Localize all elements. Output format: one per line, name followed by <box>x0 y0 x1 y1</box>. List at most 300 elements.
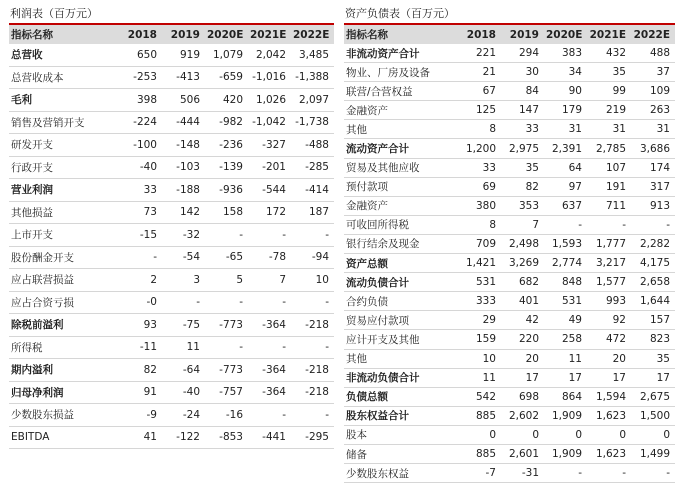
table-cell: 383 <box>544 44 587 63</box>
column-header: 2020E <box>207 28 244 41</box>
table-cell: -364 <box>248 359 291 382</box>
table-row <box>9 156 334 179</box>
income-table-body <box>9 44 334 449</box>
table-cell: -413 <box>162 66 205 89</box>
table-cell: -24 <box>162 404 205 427</box>
table-cell: 637 <box>544 196 587 215</box>
table-cell: -103 <box>162 156 205 179</box>
table-cell: 682 <box>501 273 544 292</box>
table-cell: 17 <box>587 368 631 387</box>
table-cell: 1,577 <box>587 273 631 292</box>
table-cell: -936 <box>205 179 248 202</box>
table-cell: -100 <box>119 134 162 157</box>
table-cell: 2,602 <box>501 406 544 425</box>
balance-table-body <box>344 44 675 483</box>
table-cell: 11 <box>162 336 205 359</box>
table-cell: - <box>291 291 334 314</box>
table-cell: -364 <box>248 381 291 404</box>
row-label: 营业利润 <box>9 179 119 202</box>
table-cell: 2,601 <box>501 444 544 463</box>
table-cell: -16 <box>205 404 248 427</box>
table-row <box>9 426 334 449</box>
row-label: EBITDA <box>9 426 119 449</box>
table-cell: - <box>205 224 248 247</box>
table-row <box>9 66 334 89</box>
table-cell: 709 <box>458 234 501 253</box>
table-cell: 37 <box>631 63 675 82</box>
table-row <box>9 359 334 382</box>
table-row <box>9 111 334 134</box>
table-cell: 1,623 <box>587 406 631 425</box>
table-cell: -188 <box>162 179 205 202</box>
column-header: 2021E <box>250 28 287 41</box>
table-cell: -1,388 <box>291 66 334 89</box>
table-cell: 20 <box>501 349 544 368</box>
table-cell: - <box>631 215 675 234</box>
row-label: 资产总额 <box>344 254 458 273</box>
table-row <box>9 381 334 404</box>
table-cell: 172 <box>248 201 291 224</box>
table-cell: 10 <box>458 349 501 368</box>
table-cell: -773 <box>205 314 248 337</box>
income-statement-panel <box>9 0 334 449</box>
table-cell: -54 <box>162 246 205 269</box>
table-row <box>344 82 675 101</box>
table-cell: -441 <box>248 426 291 449</box>
income-statement-title: 利润表（百万元） <box>10 7 98 20</box>
table-cell: 191 <box>587 177 631 196</box>
table-cell: 221 <box>458 44 501 63</box>
table-cell: 7 <box>501 215 544 234</box>
table-cell: 401 <box>501 292 544 311</box>
table-cell: 109 <box>631 82 675 101</box>
table-cell: 2,785 <box>587 139 631 158</box>
table-cell: 1,421 <box>458 254 501 273</box>
table-cell: -218 <box>291 381 334 404</box>
table-cell: -544 <box>248 179 291 202</box>
table-cell: 2,282 <box>631 234 675 253</box>
table-row <box>344 387 675 406</box>
table-row <box>9 269 334 292</box>
row-label: 金融资产 <box>344 196 458 215</box>
table-cell: -139 <box>205 156 248 179</box>
row-label: 其他 <box>344 120 458 139</box>
row-label: 负债总额 <box>344 387 458 406</box>
table-cell: -218 <box>291 314 334 337</box>
row-label: 总营收成本 <box>9 66 119 89</box>
table-cell: -488 <box>291 134 334 157</box>
table-cell: - <box>205 291 248 314</box>
table-row <box>9 404 334 427</box>
table-row <box>9 89 334 112</box>
table-cell: 317 <box>631 177 675 196</box>
row-label: 流动资产合计 <box>344 139 458 158</box>
column-header: 指标名称 <box>11 29 53 41</box>
table-cell: 34 <box>544 63 587 82</box>
table-cell: 2,975 <box>501 139 544 158</box>
table-row <box>344 444 675 463</box>
row-label: 联营/合营权益 <box>344 82 458 101</box>
table-cell: 1,909 <box>544 444 587 463</box>
row-label: 研发开支 <box>9 134 119 157</box>
table-cell: -201 <box>248 156 291 179</box>
table-cell: -1,738 <box>291 111 334 134</box>
table-cell: 91 <box>119 381 162 404</box>
row-label: 储备 <box>344 444 458 463</box>
row-label: 金融资产 <box>344 101 458 120</box>
table-cell: 31 <box>631 120 675 139</box>
table-cell: 993 <box>587 292 631 311</box>
table-cell: - <box>248 404 291 427</box>
table-cell: -78 <box>248 246 291 269</box>
table-cell: 488 <box>631 44 675 63</box>
column-header: 2022E <box>293 28 330 41</box>
table-cell: 33 <box>458 158 501 177</box>
table-cell: 31 <box>544 120 587 139</box>
row-label: 预付款项 <box>344 177 458 196</box>
table-cell: 420 <box>205 89 248 112</box>
row-label: 期内溢利 <box>9 359 119 382</box>
table-cell: 35 <box>501 158 544 177</box>
table-cell: 17 <box>631 368 675 387</box>
table-cell: 17 <box>544 368 587 387</box>
table-row <box>344 273 675 292</box>
table-cell: - <box>248 291 291 314</box>
table-cell: 142 <box>162 201 205 224</box>
table-row <box>344 215 675 234</box>
column-header: 2022E <box>633 28 670 41</box>
table-cell: -7 <box>458 464 501 483</box>
table-cell: 33 <box>119 179 162 202</box>
table-row <box>344 120 675 139</box>
table-cell: 3 <box>162 269 205 292</box>
table-cell: -0 <box>119 291 162 314</box>
table-cell: - <box>291 224 334 247</box>
table-cell: 174 <box>631 158 675 177</box>
table-row <box>344 425 675 444</box>
row-label: 总营收 <box>9 44 119 66</box>
column-header: 2021E <box>589 28 626 41</box>
table-cell: 158 <box>205 201 248 224</box>
table-cell: 1,623 <box>587 444 631 463</box>
table-row <box>9 246 334 269</box>
table-cell: -9 <box>119 404 162 427</box>
table-cell: 0 <box>631 425 675 444</box>
column-header: 指标名称 <box>346 29 388 41</box>
column-header: 2019 <box>509 28 539 41</box>
table-row <box>344 368 675 387</box>
table-cell: 823 <box>631 330 675 349</box>
table-cell: -11 <box>119 336 162 359</box>
row-label: 股东权益合计 <box>344 406 458 425</box>
table-cell: - <box>587 215 631 234</box>
row-label: 流动负债合计 <box>344 273 458 292</box>
table-cell: 3,686 <box>631 139 675 158</box>
table-cell: 885 <box>458 406 501 425</box>
table-cell: -40 <box>119 156 162 179</box>
column-header: 2020E <box>546 28 583 41</box>
table-cell: 31 <box>587 120 631 139</box>
table-cell: - <box>205 336 248 359</box>
row-label: 股本 <box>344 425 458 444</box>
row-label: 非流动负债合计 <box>344 368 458 387</box>
row-label: 贸易及其他应收 <box>344 158 458 177</box>
table-cell: -327 <box>248 134 291 157</box>
table-cell: 885 <box>458 444 501 463</box>
table-cell: -444 <box>162 111 205 134</box>
row-label: 合约负债 <box>344 292 458 311</box>
table-cell: 0 <box>587 425 631 444</box>
table-cell: 864 <box>544 387 587 406</box>
table-row <box>9 179 334 202</box>
table-row <box>9 134 334 157</box>
table-cell: 263 <box>631 101 675 120</box>
table-cell: 1,594 <box>587 387 631 406</box>
table-cell: -285 <box>291 156 334 179</box>
table-cell: 29 <box>458 311 501 330</box>
table-cell: - <box>544 464 587 483</box>
table-cell: -148 <box>162 134 205 157</box>
table-cell: -224 <box>119 111 162 134</box>
row-label: 物业、厂房及设备 <box>344 63 458 82</box>
table-cell: -15 <box>119 224 162 247</box>
balance-sheet-title: 资产负债表（百万元） <box>345 7 455 20</box>
row-label: 归母净利润 <box>9 381 119 404</box>
table-row <box>344 196 675 215</box>
table-cell: - <box>248 336 291 359</box>
table-cell: 8 <box>458 215 501 234</box>
column-header: 2018 <box>466 28 496 41</box>
row-label: 销售及营销开支 <box>9 111 119 134</box>
table-cell: 11 <box>544 349 587 368</box>
table-cell: -64 <box>162 359 205 382</box>
table-cell: 294 <box>501 44 544 63</box>
table-cell: -31 <box>501 464 544 483</box>
balance-sheet-table <box>344 23 675 483</box>
table-cell: 531 <box>544 292 587 311</box>
table-cell: 531 <box>458 273 501 292</box>
table-cell: 1,079 <box>205 44 248 66</box>
table-row <box>344 139 675 158</box>
table-cell: 41 <box>119 426 162 449</box>
table-cell: -236 <box>205 134 248 157</box>
table-row <box>9 314 334 337</box>
table-cell: 698 <box>501 387 544 406</box>
table-row <box>344 292 675 311</box>
table-cell: 2,774 <box>544 254 587 273</box>
table-cell: 1,499 <box>631 444 675 463</box>
table-cell: -757 <box>205 381 248 404</box>
row-label: 应占联营损益 <box>9 269 119 292</box>
table-cell: 10 <box>291 269 334 292</box>
table-cell: -853 <box>205 426 248 449</box>
table-cell: 84 <box>501 82 544 101</box>
table-cell: 2,675 <box>631 387 675 406</box>
table-row <box>344 254 675 273</box>
table-cell: 82 <box>501 177 544 196</box>
table-cell: 0 <box>458 425 501 444</box>
table-cell: 1,026 <box>248 89 291 112</box>
table-cell: 848 <box>544 273 587 292</box>
table-cell: 0 <box>501 425 544 444</box>
table-cell: 8 <box>458 120 501 139</box>
table-cell: -414 <box>291 179 334 202</box>
table-row <box>9 336 334 359</box>
table-cell: 179 <box>544 101 587 120</box>
table-cell: 2,498 <box>501 234 544 253</box>
table-row <box>344 330 675 349</box>
row-label: 少数股东损益 <box>9 404 119 427</box>
row-label: 毛利 <box>9 89 119 112</box>
table-cell: -982 <box>205 111 248 134</box>
table-cell: - <box>587 464 631 483</box>
table-cell: 20 <box>587 349 631 368</box>
table-cell: 432 <box>587 44 631 63</box>
table-cell: 0 <box>544 425 587 444</box>
table-cell: 2,097 <box>291 89 334 112</box>
table-cell: 1,500 <box>631 406 675 425</box>
table-row <box>344 464 675 483</box>
column-header: 2019 <box>170 28 200 41</box>
row-label: 所得税 <box>9 336 119 359</box>
table-cell: 147 <box>501 101 544 120</box>
table-cell: -75 <box>162 314 205 337</box>
table-cell: -773 <box>205 359 248 382</box>
income-statement-table <box>9 23 334 449</box>
row-label: 少数股东权益 <box>344 464 458 483</box>
table-cell: 99 <box>587 82 631 101</box>
table-cell: 21 <box>458 63 501 82</box>
table-cell: - <box>248 224 291 247</box>
table-row <box>344 101 675 120</box>
table-cell: -122 <box>162 426 205 449</box>
table-cell: 353 <box>501 196 544 215</box>
table-cell: 919 <box>162 44 205 66</box>
table-cell: 1,593 <box>544 234 587 253</box>
row-label: 其他 <box>344 349 458 368</box>
table-cell: 3,217 <box>587 254 631 273</box>
table-cell: 35 <box>631 349 675 368</box>
table-cell: - <box>291 404 334 427</box>
row-label: 上市开支 <box>9 224 119 247</box>
table-cell: 49 <box>544 311 587 330</box>
table-cell: -659 <box>205 66 248 89</box>
table-cell: 4,175 <box>631 254 675 273</box>
row-label: 应计开支及其他 <box>344 330 458 349</box>
table-row <box>9 291 334 314</box>
income-header-row <box>9 24 334 44</box>
table-cell: 2,042 <box>248 44 291 66</box>
row-label: 贸易应付款项 <box>344 311 458 330</box>
table-cell: 107 <box>587 158 631 177</box>
table-cell: 67 <box>458 82 501 101</box>
table-row <box>344 234 675 253</box>
table-cell: - <box>631 464 675 483</box>
table-cell: 2 <box>119 269 162 292</box>
table-cell: 5 <box>205 269 248 292</box>
table-row <box>9 201 334 224</box>
table-cell: -1,016 <box>248 66 291 89</box>
table-row <box>344 44 675 63</box>
table-cell: 711 <box>587 196 631 215</box>
table-cell: 97 <box>544 177 587 196</box>
table-cell: 159 <box>458 330 501 349</box>
table-cell: 30 <box>501 63 544 82</box>
balance-header-row <box>344 24 675 44</box>
table-cell: 219 <box>587 101 631 120</box>
row-label: 应占合资亏损 <box>9 291 119 314</box>
row-label: 银行结余及现金 <box>344 234 458 253</box>
table-cell: -295 <box>291 426 334 449</box>
table-cell: - <box>291 336 334 359</box>
table-row <box>344 349 675 368</box>
table-cell: 3,269 <box>501 254 544 273</box>
table-cell: 92 <box>587 311 631 330</box>
table-cell: 69 <box>458 177 501 196</box>
table-cell: 187 <box>291 201 334 224</box>
table-cell: -32 <box>162 224 205 247</box>
table-cell: 1,200 <box>458 139 501 158</box>
table-cell: 1,644 <box>631 292 675 311</box>
table-cell: 220 <box>501 330 544 349</box>
table-cell: 1,777 <box>587 234 631 253</box>
table-cell: 42 <box>501 311 544 330</box>
row-label: 非流动资产合计 <box>344 44 458 63</box>
table-cell: -40 <box>162 381 205 404</box>
table-cell: -1,042 <box>248 111 291 134</box>
table-cell: 650 <box>119 44 162 66</box>
table-cell: 913 <box>631 196 675 215</box>
row-label: 股份酬金开支 <box>9 246 119 269</box>
table-cell: 380 <box>458 196 501 215</box>
table-row <box>344 158 675 177</box>
table-cell: -218 <box>291 359 334 382</box>
table-cell: 11 <box>458 368 501 387</box>
table-cell: -94 <box>291 246 334 269</box>
row-label: 可收回所得税 <box>344 215 458 234</box>
table-cell: 33 <box>501 120 544 139</box>
table-cell: 73 <box>119 201 162 224</box>
table-cell: 3,485 <box>291 44 334 66</box>
table-cell: - <box>544 215 587 234</box>
balance-sheet-panel <box>344 0 675 483</box>
table-cell: 1,909 <box>544 406 587 425</box>
table-cell: 542 <box>458 387 501 406</box>
table-cell: 93 <box>119 314 162 337</box>
table-cell: 64 <box>544 158 587 177</box>
table-cell: -65 <box>205 246 248 269</box>
table-cell: - <box>119 246 162 269</box>
table-cell: 258 <box>544 330 587 349</box>
table-cell: 82 <box>119 359 162 382</box>
table-cell: 157 <box>631 311 675 330</box>
table-cell: 35 <box>587 63 631 82</box>
column-header: 2018 <box>127 28 157 41</box>
table-row <box>9 44 334 66</box>
table-cell: 17 <box>501 368 544 387</box>
table-row <box>9 224 334 247</box>
table-cell: 7 <box>248 269 291 292</box>
table-row <box>344 311 675 330</box>
table-cell: 506 <box>162 89 205 112</box>
table-cell: 2,391 <box>544 139 587 158</box>
row-label: 行政开支 <box>9 156 119 179</box>
table-cell: 398 <box>119 89 162 112</box>
table-row <box>344 177 675 196</box>
table-cell: -253 <box>119 66 162 89</box>
table-cell: 472 <box>587 330 631 349</box>
table-cell: 125 <box>458 101 501 120</box>
